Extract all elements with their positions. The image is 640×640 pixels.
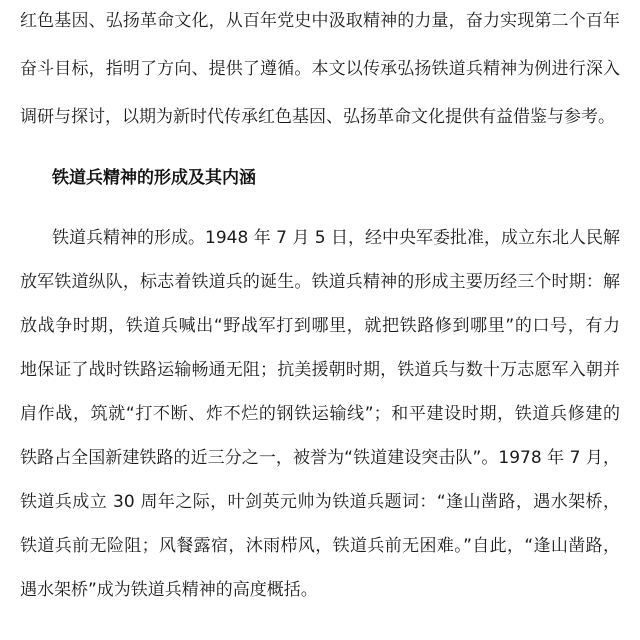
intro-line-3: 调研与探讨，以期为新时代传承红色基因、弘扬革命文化提供有益借鉴与参考。 (20, 107, 615, 127)
paragraph-line-8: 铁道兵前无险阻；风餐露宿，沐雨栉风，铁道兵前无困难。”自此，“逢山凿路， (20, 536, 620, 556)
paragraph-line-7: 铁道兵成立 30 周年之际，叶剑英元帅为铁道兵题词：“逢山凿路，遇水架桥， (20, 492, 620, 512)
paragraph-line-1: 铁道兵精神的形成。1948 年 7 月 5 日，经中央军委批准，成立东北人民解 (52, 228, 620, 248)
paragraph-line-2: 放军铁道纵队，标志着铁道兵的诞生。铁道兵精神的形成主要历经三个时期：解 (20, 272, 620, 292)
paragraph-line-3: 放战争时期，铁道兵喊出“野战军打到哪里，就把铁路修到哪里”的口号，有力 (20, 316, 620, 336)
paragraph-line-9: 遇水架桥”成为铁道兵精神的高度概括。 (20, 580, 318, 600)
intro-line-1: 红色基因、弘扬革命文化，从百年党史中汲取精神的力量，奋力实现第二个百年 (20, 11, 620, 31)
paragraph-line-4: 地保证了战时铁路运输畅通无阻；抗美援朝时期，铁道兵与数十万志愿军入朝并 (20, 360, 620, 380)
intro-line-2: 奋斗目标，指明了方向、提供了遵循。本文以传承弘扬铁道兵精神为例进行深入 (20, 59, 620, 79)
paragraph-line-5: 肩作战，筑就“打不断、炸不烂的钢铁运输线”；和平建设时期，铁道兵修建的 (20, 404, 620, 424)
paragraph-line-6: 铁路占全国新建铁路的近三分之一，被誉为“铁道建设突击队”。1978 年 7 月， (20, 448, 620, 468)
section-heading: 铁道兵精神的形成及其内涵 (52, 168, 256, 188)
